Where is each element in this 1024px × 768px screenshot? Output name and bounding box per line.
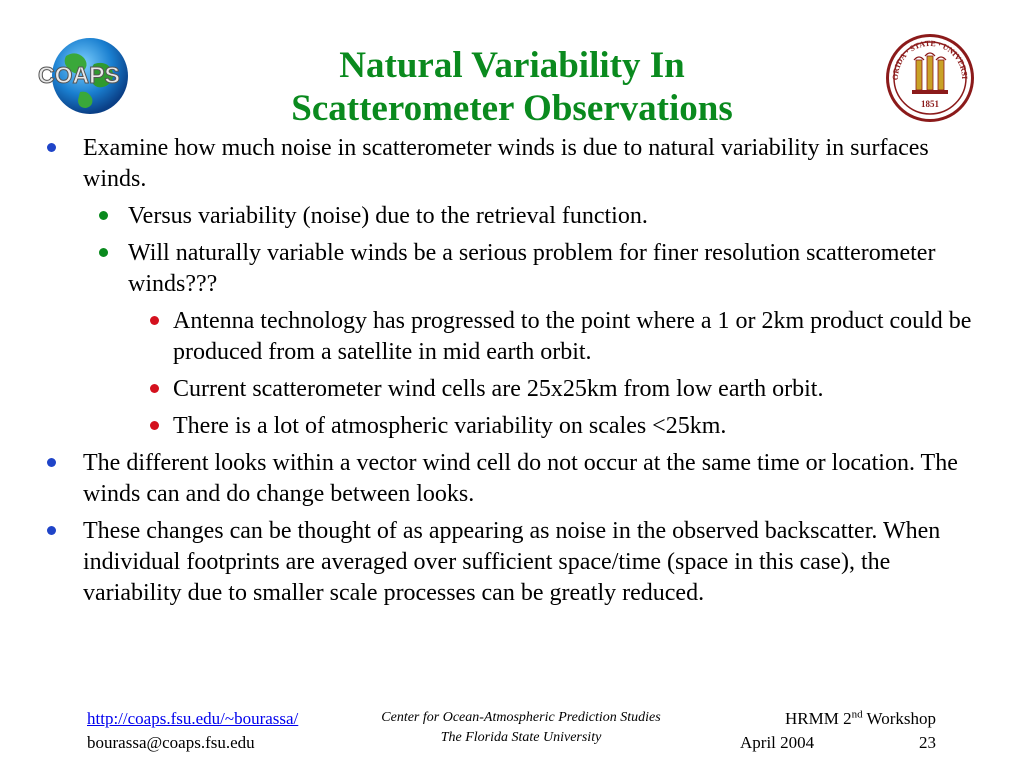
footer-date-row bbox=[740, 731, 936, 755]
bullet-dot-icon bbox=[47, 526, 56, 535]
bullet-item bbox=[0, 448, 1024, 510]
fsu-seal-text: ORIDA · STATE · UNIVERSI bbox=[890, 38, 970, 81]
footer-event bbox=[740, 707, 936, 755]
workshop-name: HRMM 2 bbox=[784, 709, 852, 728]
footer-center-line1: Center for Ocean-Atmospheric Prediction Studies bbox=[381, 710, 661, 725]
fsu-seal-logo bbox=[884, 32, 976, 124]
sub-bullet-text: Versus variability (noise) due to the retrieval function. bbox=[128, 203, 648, 229]
footer-workshop bbox=[740, 707, 936, 731]
sub-sub-bullet-item bbox=[0, 306, 1024, 368]
slide-body bbox=[0, 133, 1024, 615]
sub-sub-bullet-item bbox=[0, 411, 1024, 442]
homepage-link[interactable]: http://coaps.fsu.edu/~bourassa/ bbox=[87, 709, 299, 728]
bullet-dot-icon bbox=[47, 143, 56, 152]
bullet-dot-icon bbox=[150, 384, 159, 393]
bullet-text: The different looks within a vector wind cell do not occur at the same time or location. The winds can and do change between looks. bbox=[83, 450, 958, 507]
page-number: 23 bbox=[919, 733, 936, 752]
bullet-item bbox=[0, 133, 1024, 195]
sub-bullet-item bbox=[0, 238, 1024, 300]
footer-email: bourassa@coaps.fsu.edu bbox=[87, 733, 255, 752]
bullet-dot-icon bbox=[99, 248, 108, 257]
slide-title-line1: Natural Variability In bbox=[339, 45, 685, 86]
sub-bullet-text: Will naturally variable winds be a serious problem for finer resolution scatterometer winds??? bbox=[128, 240, 936, 297]
workshop-ordinal: nd bbox=[851, 708, 863, 721]
workshop-suffix: Workshop bbox=[862, 709, 936, 728]
sub-sub-bullet-text: There is a lot of atmospheric variability on scales <25km. bbox=[173, 413, 727, 439]
bullet-text: Examine how much noise in scatterometer winds is due to natural variability in surfaces winds. bbox=[83, 135, 929, 192]
sub-bullet-item bbox=[0, 201, 1024, 232]
footer-contact bbox=[87, 707, 298, 755]
footer-date: April 2004 bbox=[740, 733, 815, 752]
sub-sub-bullet-text: Current scatterometer wind cells are 25x25km from low earth orbit. bbox=[173, 376, 824, 402]
footer-center-line2: The Florida State University bbox=[440, 730, 602, 745]
bullet-text: These changes can be thought of as appearing as noise in the observed backscatter. When individual footprints are averaged over sufficient space/time (space in this case), the variability due to smaller scale processes can be greatly reduced. bbox=[83, 518, 941, 606]
bullet-item bbox=[0, 516, 1024, 609]
slide-title bbox=[160, 44, 864, 130]
coaps-logo bbox=[36, 34, 136, 124]
bullet-dot-icon bbox=[47, 458, 56, 467]
bullet-dot-icon bbox=[150, 316, 159, 325]
fsu-seal-year: 1851 bbox=[921, 99, 939, 109]
footer-institution bbox=[340, 708, 702, 748]
sub-sub-bullet-text: Antenna technology has progressed to the point where a 1 or 2km product could be produced from a satellite in mid earth orbit. bbox=[173, 308, 972, 365]
slide-title-line2: Scatterometer Observations bbox=[291, 88, 733, 129]
bullet-dot-icon bbox=[99, 211, 108, 220]
coaps-logo-text: COAPS bbox=[38, 62, 120, 88]
bullet-dot-icon bbox=[150, 421, 159, 430]
sub-sub-bullet-item bbox=[0, 374, 1024, 405]
